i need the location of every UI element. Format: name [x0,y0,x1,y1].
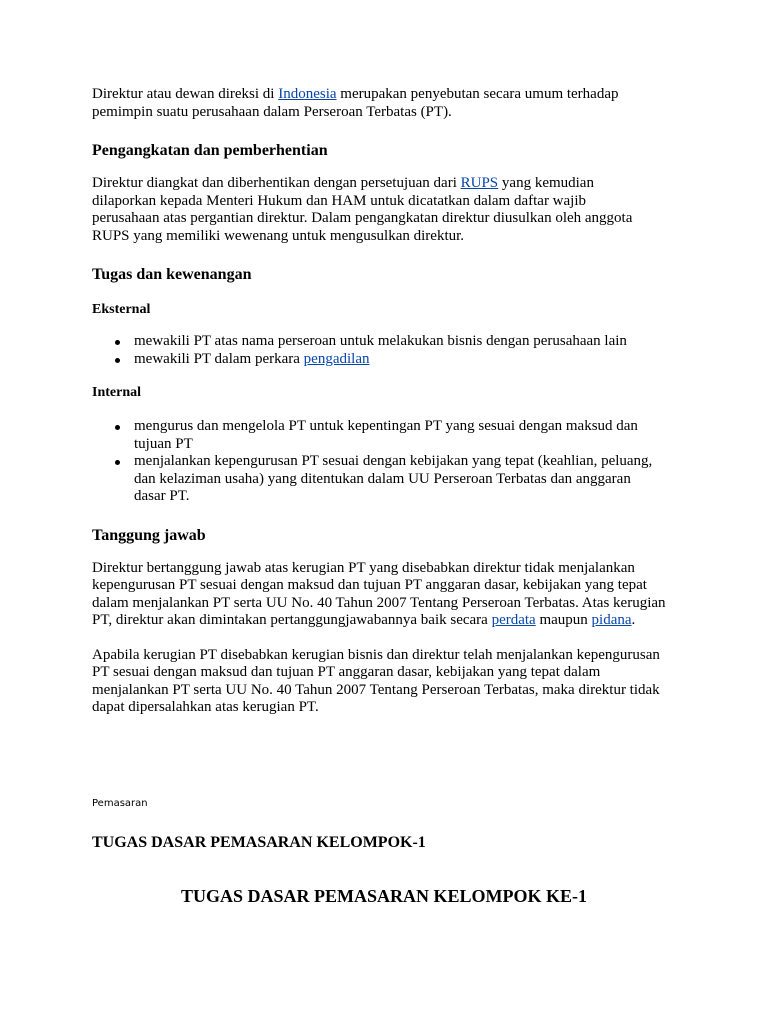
tanggung-jawab-paragraph-2 [92,647,672,717]
internal-list [115,418,660,506]
heading-internal: Internal [92,385,141,400]
document-body [92,86,682,853]
list-item [115,453,660,506]
pemasaran-label: Pemasaran [92,797,148,809]
intro-text-before: Direktur atau dewan direksi di [92,86,279,102]
list-item [115,418,660,453]
perdata-link[interactable]: perdata [491,612,536,628]
heading-pengangkatan: Pengangkatan dan pemberhentian [92,142,328,159]
tanggung-paragraph-2-text: Apabila kerugian PT disebabkan kerugian bisnis dan direktur telah menjalankan kepengurusan PT sesuai dengan maksud dan tujuan PT anggaran dasar, kebijakan yang tepat dalam menjalankan PT serta UU No. 40 Tahun 2007 Tentang Perseroan Terbatas, maka direktur tidak dapat dipersalahkan atas kerugian PT. [92,646,660,715]
internal-item-2: menjalankan kepengurusan PT sesuai dengan kebijakan yang tepat (keahlian, peluang, dan kelaziman usaha) yang ditentukan dalam UU Perseroan Terbatas dan anggaran dasar PT. [134,453,653,504]
pidana-link[interactable]: pidana [591,612,632,628]
heading-tugas: Tugas dan kewenangan [92,266,252,283]
internal-item-1: mengurus dan mengelola PT untuk kepentingan PT yang sesuai dengan maksud dan tujuan PT [134,418,638,452]
list-item [115,351,675,369]
pengangkatan-text-before: Direktur diangkat dan diberhentikan dengan persetujuan dari [92,175,461,191]
tanggung-text-before: Direktur bertanggung jawab atas kerugian PT yang disebabkan direktur tidak menjalankan kepengurusan PT sesuai dengan maksud dan tujuan PT anggaran dasar, kebijakan yang tepat dalam menjalankan PT serta UU No. 40 Tahun 2007 Tentang Perseroan Terbatas. Atas kerugian PT, direktur akan dimintakan pertanggungjawabannya baik secara [92,559,666,628]
heading-eksternal: Eksternal [92,302,151,317]
tanggung-text-middle: maupun [535,612,592,628]
tugas-dasar-centered-title: TUGAS DASAR PEMASARAN KELOMPOK KE-1 [180,886,588,906]
intro-text-after: merupakan penyebutan secara umum terhadap pemimpin suatu perusahaan dalam Perseroan Terbatas (PT). [92,86,619,120]
pengadilan-link[interactable]: pengadilan [303,350,370,367]
list-item [115,333,675,351]
tanggung-text-after: . [631,612,636,628]
pengangkatan-paragraph [92,175,652,245]
tanggung-jawab-paragraph-1 [92,560,672,630]
eksternal-list [115,333,675,368]
heading-tanggung-jawab: Tanggung jawab [92,526,206,544]
eksternal-item-1: mewakili PT atas nama perseroan untuk melakukan bisnis dengan perusahaan lain [134,333,627,349]
eksternal-item-2-text: mewakili PT dalam perkara [134,350,304,367]
pengangkatan-text-after: yang kemudian dilaporkan kepada Menteri Hukum dan HAM untuk dicatatkan dalam daftar wajib perusahaan atas pergantian direktur. Dalam pengangkatan direktur diusulkan oleh anggota RUPS yang memiliki wewenang untuk mengusulkan direktur. [92,175,633,244]
rups-link[interactable]: RUPS [460,175,499,191]
tugas-dasar-title: TUGAS DASAR PEMASARAN KELOMPOK-1 [92,833,426,851]
intro-paragraph [92,86,652,121]
indonesia-link[interactable]: Indonesia [278,86,337,102]
